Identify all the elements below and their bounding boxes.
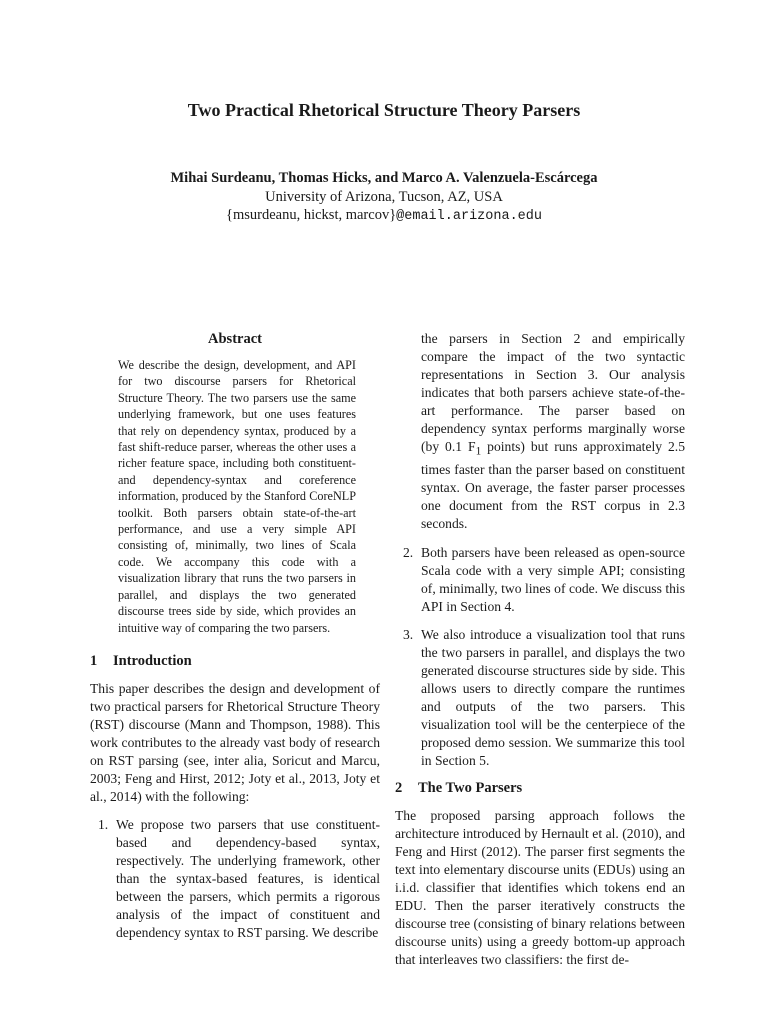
author-list: Mihai Surdeanu, Thomas Hicks, and Marco A. Valenzuela-Escárcega xyxy=(170,170,598,186)
email-domain: @email.arizona.edu xyxy=(396,209,542,224)
contribution-item-2 xyxy=(395,544,685,616)
section-2-paragraph: The proposed parsing approach follows the architecture introduced by Hernault et al. (2010), and Feng and Hirst (2012). The parser first segments the text into elementary discourse units (EDUs) using an i.i.d. classifier that identifies which tokens end an EDU. Then the parser iteratively constructs the discourse tree (consisting of binary relations between discourse units) using a greedy bottom-up approach that interleaves two classifiers: the first de- xyxy=(395,807,685,967)
section-1-number: 1 xyxy=(90,652,98,669)
contribution-item-3-text: We also introduce a visualization tool that runs the two parsers in parallel, and displays the two generated discourse structures side by side. This allows users to directly compare the runtimes and outputs of the two parsers. This visualization tool will be the centerpiece of the proposed demo session. We summarize this tool in Section 5. xyxy=(421,626,685,768)
list-marker: 3. xyxy=(403,626,414,642)
section-2-title: The Two Parsers xyxy=(418,779,523,796)
contribution-item-1-continued xyxy=(395,330,685,533)
section-2-heading xyxy=(395,780,685,797)
paper-title: Two Practical Rhetorical Structure Theory Parsers xyxy=(187,100,581,120)
affiliation: University of Arizona, Tucson, AZ, USA xyxy=(265,189,503,205)
author-emails xyxy=(0,207,768,224)
contribution-item-3 xyxy=(395,626,685,770)
contribution-item-2-text: Both parsers have been released as open-source Scala code with a very simple API; consisting of, minimally, two lines of code. We discuss this API in Section 4. xyxy=(421,544,685,614)
f1-subscript: 1 xyxy=(475,445,482,458)
contribution-list-continued xyxy=(395,544,685,770)
right-column xyxy=(395,330,685,969)
list-marker: 1. xyxy=(98,816,109,832)
contribution-list xyxy=(90,816,380,942)
section-2-number: 2 xyxy=(395,779,403,796)
abstract-text: We describe the design, development, and API for two discourse parsers for Rhetorical Structure Theory. The two parsers use the same underlying framework, but one uses features that rely on dependency syntax, produced by a fast shift-reduce parser, whereas the other uses a richer feature space, including both constituent- and dependency-syntax and coreference information, produced by the Stanford CoreNLP toolkit. Both parsers obtain state-of-the-art performance, and use a very simple API consisting of, minimally, two lines of Scala code. We accompany this code with a visualization library that runs the two parsers in parallel, and displays the two generated discourse trees side by side, which provides an intuitive way of comparing the two parsers. xyxy=(118,358,356,635)
email-users: {msurdeanu, hickst, marcov} xyxy=(226,207,397,223)
item1-continued-text-end: points) but runs approximately 2.5 times faster than the parser based on constituent syntax. On average, the faster parser processes one document from the RST corpus in 2.3 seconds. xyxy=(421,439,685,531)
list-marker: 2. xyxy=(403,544,414,560)
left-column xyxy=(90,330,380,952)
item1-continued-text: the parsers in Section 2 and empirically compare the impact of the two syntactic representations in Section 3. Our analysis indicates that both parsers achieve state-of-the-art performance. The parser based on dependency syntax performs marginally worse (by 0.1 F xyxy=(421,331,685,454)
contribution-item-1 xyxy=(90,816,380,942)
contribution-item-1-text: We propose two parsers that use constituent-based and dependency-based syntax, respectively. The underlying framework, other than the syntax-based features, is identical between the parsers, which permits a rigorous analysis of the impact of constituent and dependency syntax to RST parsing. We describe xyxy=(116,816,380,940)
intro-paragraph: This paper describes the design and development of two practical parsers for Rhetorical Structure Theory (RST) discourse (Mann and Thompson, 1988). This work contributes to the already vast body of research on RST parsing (see, inter alia, Soricut and Marcu, 2003; Feng and Hirst, 2012; Joty et al., 2013, Joty et al., 2014) with the following: xyxy=(90,680,380,804)
abstract-heading: Abstract xyxy=(208,331,262,347)
section-1-title: Introduction xyxy=(113,652,192,669)
section-1-heading xyxy=(90,653,380,670)
